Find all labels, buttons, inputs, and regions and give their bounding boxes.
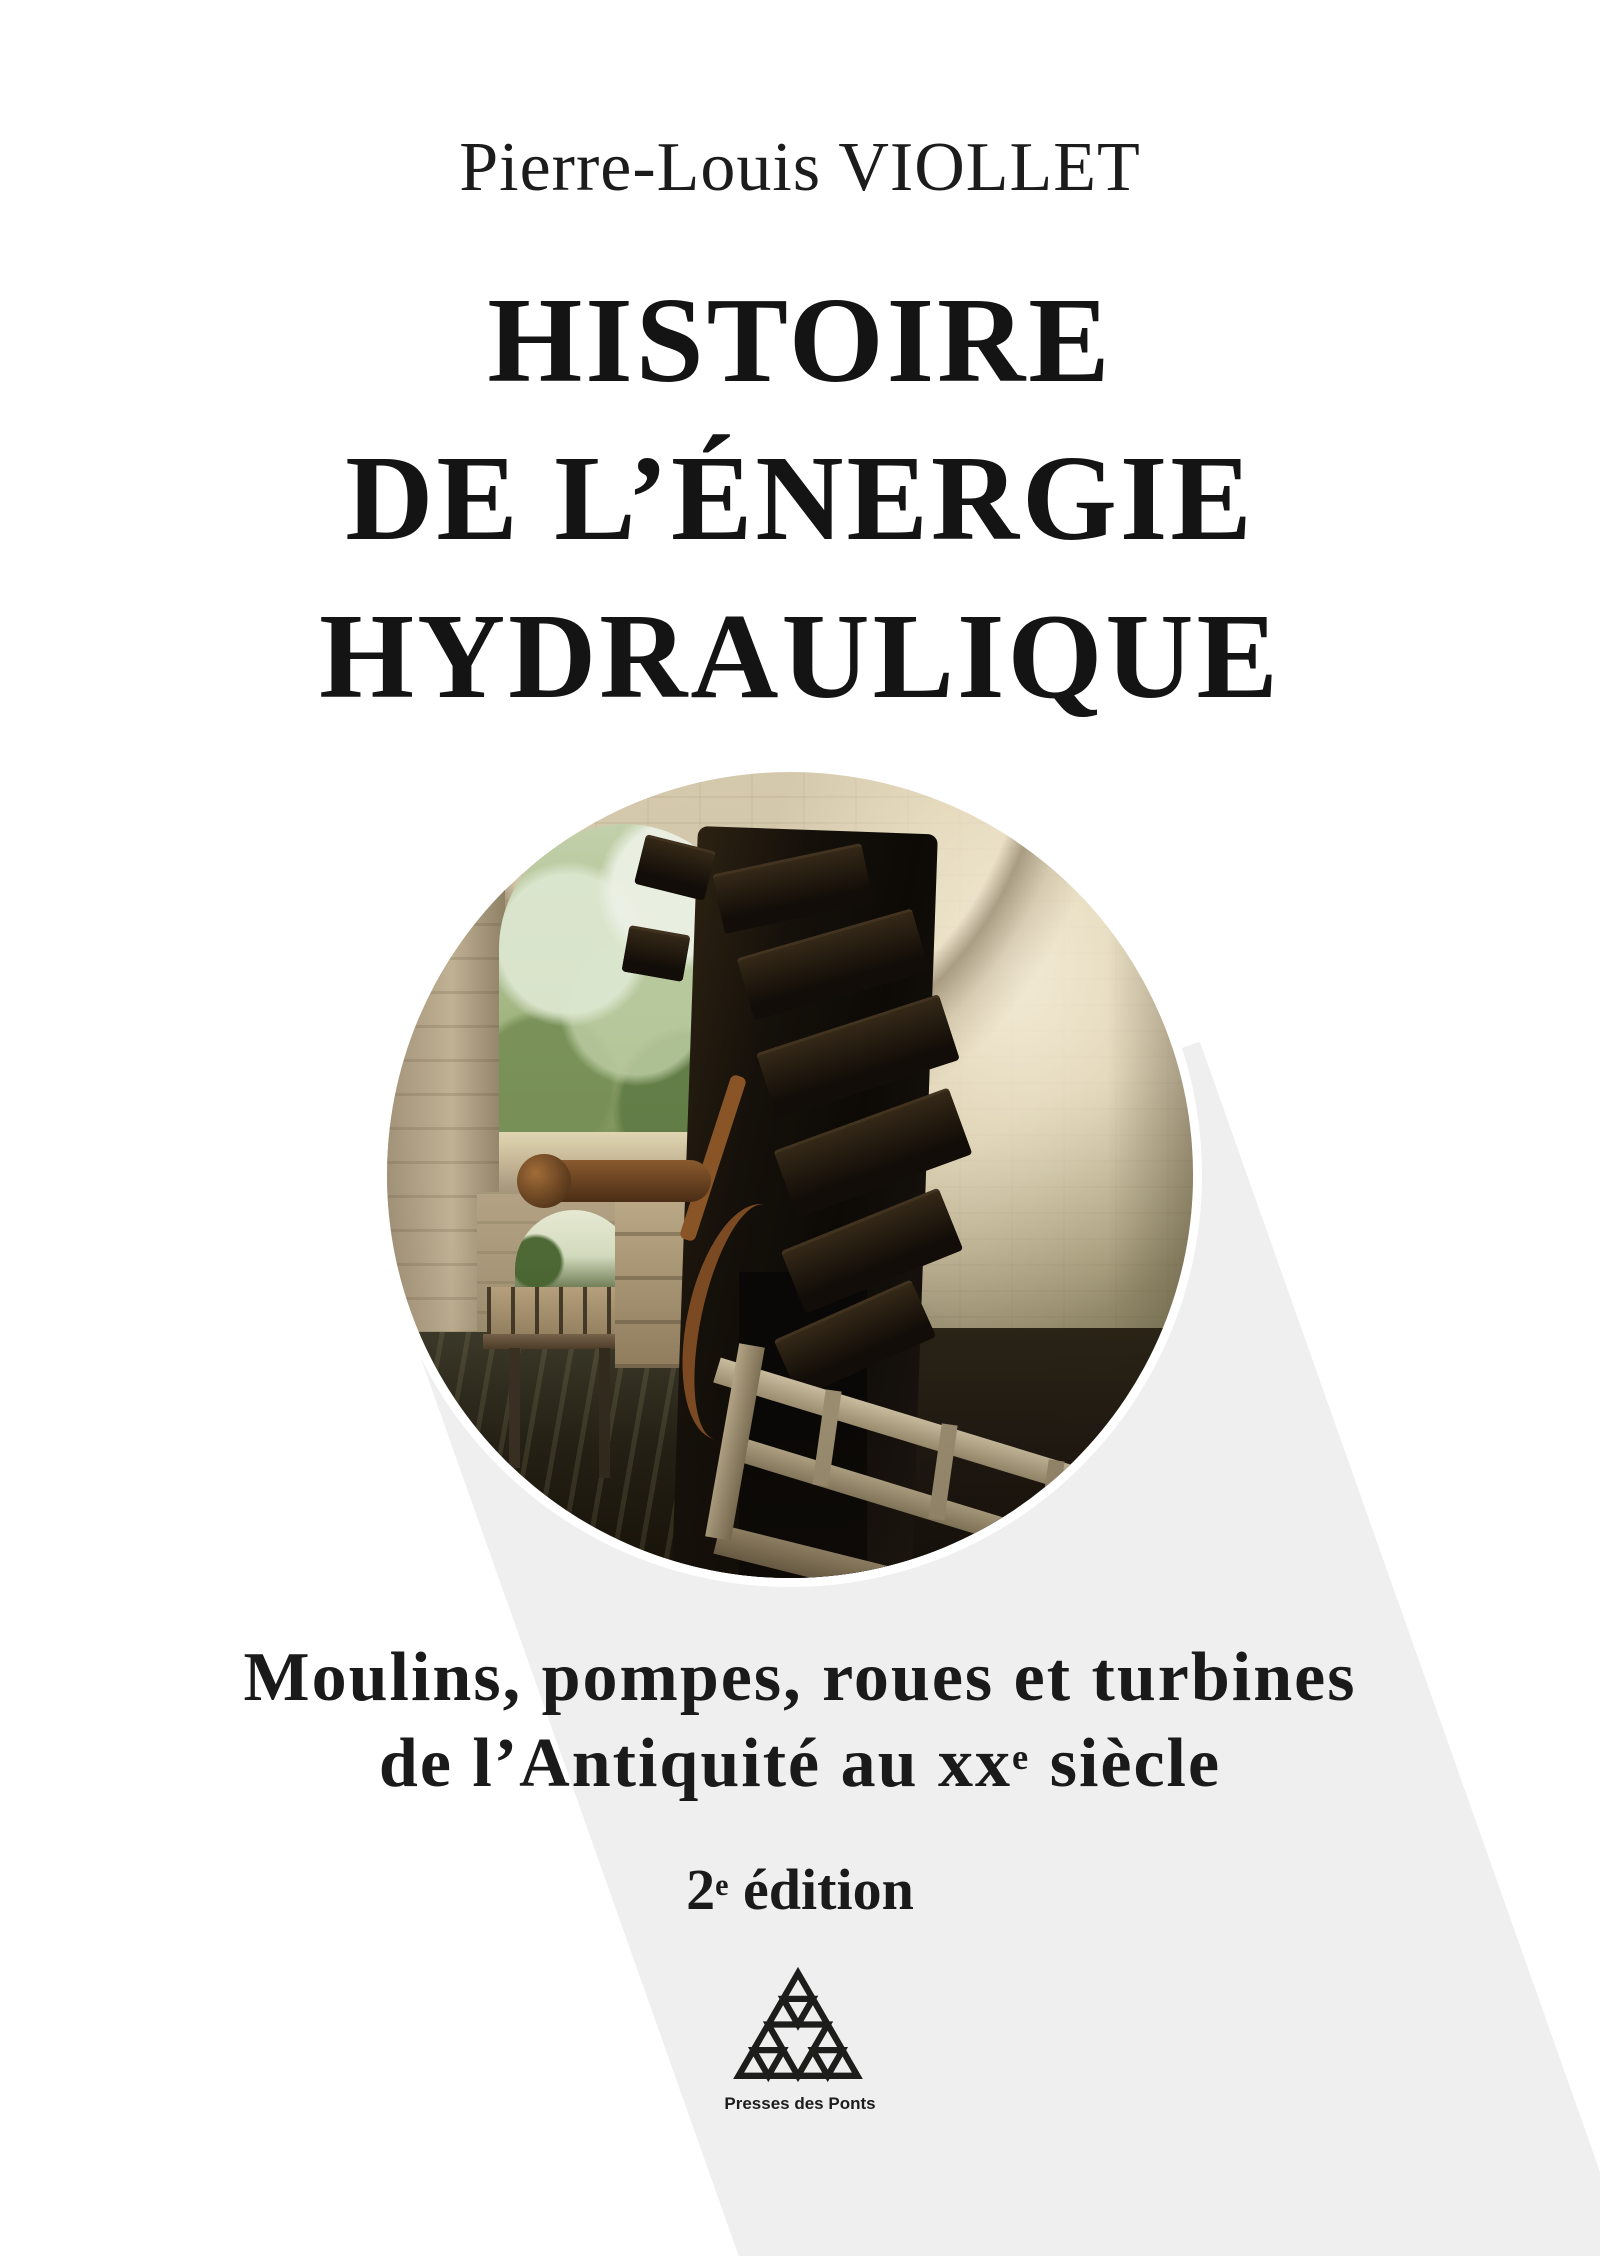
publisher-name: Presses des Ponts bbox=[724, 2094, 876, 2113]
edition-number: 2 bbox=[686, 1857, 716, 1922]
photo-wooden-footbridge bbox=[487, 1287, 633, 1337]
title-line-2: DE L’ÉNERGIE bbox=[345, 431, 1255, 566]
presses-des-ponts-triangle-logo-icon bbox=[728, 1966, 868, 2092]
photo-footbridge-leg bbox=[599, 1348, 610, 1478]
title-line-1: HISTOIRE bbox=[487, 273, 1113, 408]
subtitle bbox=[0, 1635, 1600, 1817]
subtitle-line-2-text: de l’Antiquité au xx bbox=[378, 1725, 1013, 1802]
subtitle-line-2-end: siècle bbox=[1030, 1725, 1222, 1802]
author-name: Pierre-Louis VIOLLET bbox=[459, 129, 1141, 206]
edition-label bbox=[0, 1855, 1600, 1934]
cover-photo-watermill bbox=[387, 772, 1193, 1578]
title-line-3: HYDRAULIQUE bbox=[319, 589, 1281, 724]
edition-word: édition bbox=[728, 1857, 914, 1922]
book-title bbox=[0, 262, 1600, 736]
subtitle-line-2 bbox=[0, 1721, 1600, 1817]
photo-footbridge-leg bbox=[509, 1348, 520, 1468]
edition-superscript-e: e bbox=[715, 1867, 729, 1902]
photo-wheel-axle-cap bbox=[517, 1154, 571, 1208]
subtitle-superscript-e: e bbox=[1012, 1736, 1031, 1777]
subtitle-line-1: Moulins, pompes, roues et turbines bbox=[243, 1639, 1357, 1716]
